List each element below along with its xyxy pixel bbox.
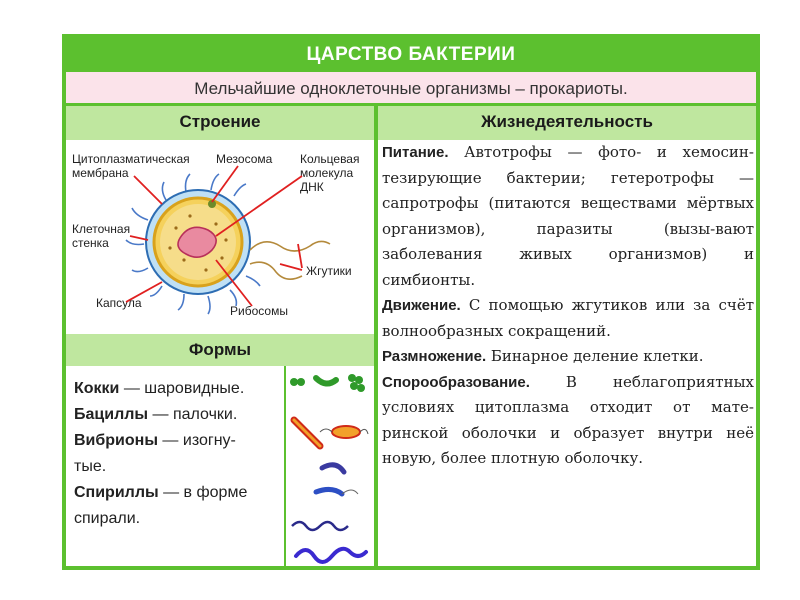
bacterium-structure-diagram [66, 140, 374, 333]
life-heading: Жизнедеятельность [378, 106, 756, 140]
reproduction-paragraph: Размножение. Бинарное деление клетки. [382, 347, 704, 365]
label-dna: Кольцевая молекула ДНК [300, 152, 360, 194]
form-spirilla-cont: спирали. [74, 510, 141, 527]
forms-pictures [286, 368, 374, 568]
label-mesosome: Мезосома [216, 152, 273, 166]
page-title: ЦАРСТВО БАКТЕРИИ [66, 38, 756, 72]
form-spirilla: Спириллы — в форме [74, 484, 248, 501]
nutrition-paragraph: Питание. Автотрофы — фото- и хемосин-тезирующие бактерии; гетеротрофы — сапротрофы (питаются веществами мёртвых организмов), паразиты (вызы-вают заболевания живых организмов) и симбионты. [382, 143, 754, 289]
bacteria-shapes-illustration [286, 368, 374, 568]
spore-paragraph: Спорообразование. В неблагоприятных условиях цитоплазма отходит от мате-ринской оболочки и образует внутри неё новую, более плотную оболочку. [382, 372, 754, 467]
page-subtitle: Мельчайшие одноклеточные организмы – прокариоты. [66, 72, 756, 106]
form-vibrio-cont: тые. [74, 458, 107, 475]
form-cocci: Кокки — шаровидные. [74, 380, 245, 397]
kingdom-bacteria-card [62, 34, 760, 570]
bacterium-cell-illustration [66, 140, 374, 333]
life-activity-text [382, 140, 754, 564]
label-flagella: Жгутики [306, 264, 352, 278]
label-ribosomes: Рибосомы [230, 304, 288, 318]
label-capsule: Капсула [96, 296, 142, 310]
forms-list [66, 368, 282, 568]
label-cytoplasm-membrane: Цитоплазматическая мембрана [72, 152, 190, 180]
label-cell-wall: Клеточная стенка [72, 222, 131, 250]
structure-heading: Строение [66, 106, 374, 140]
forms-heading: Формы [66, 334, 374, 366]
form-vibrio: Вибрионы — изогну- [74, 432, 236, 449]
column-divider [374, 106, 378, 566]
form-bacilli: Бациллы — палочки. [74, 406, 238, 423]
movement-paragraph: Движение. С помощью жгутиков или за счёт волнообразных сокращений. [382, 296, 754, 340]
